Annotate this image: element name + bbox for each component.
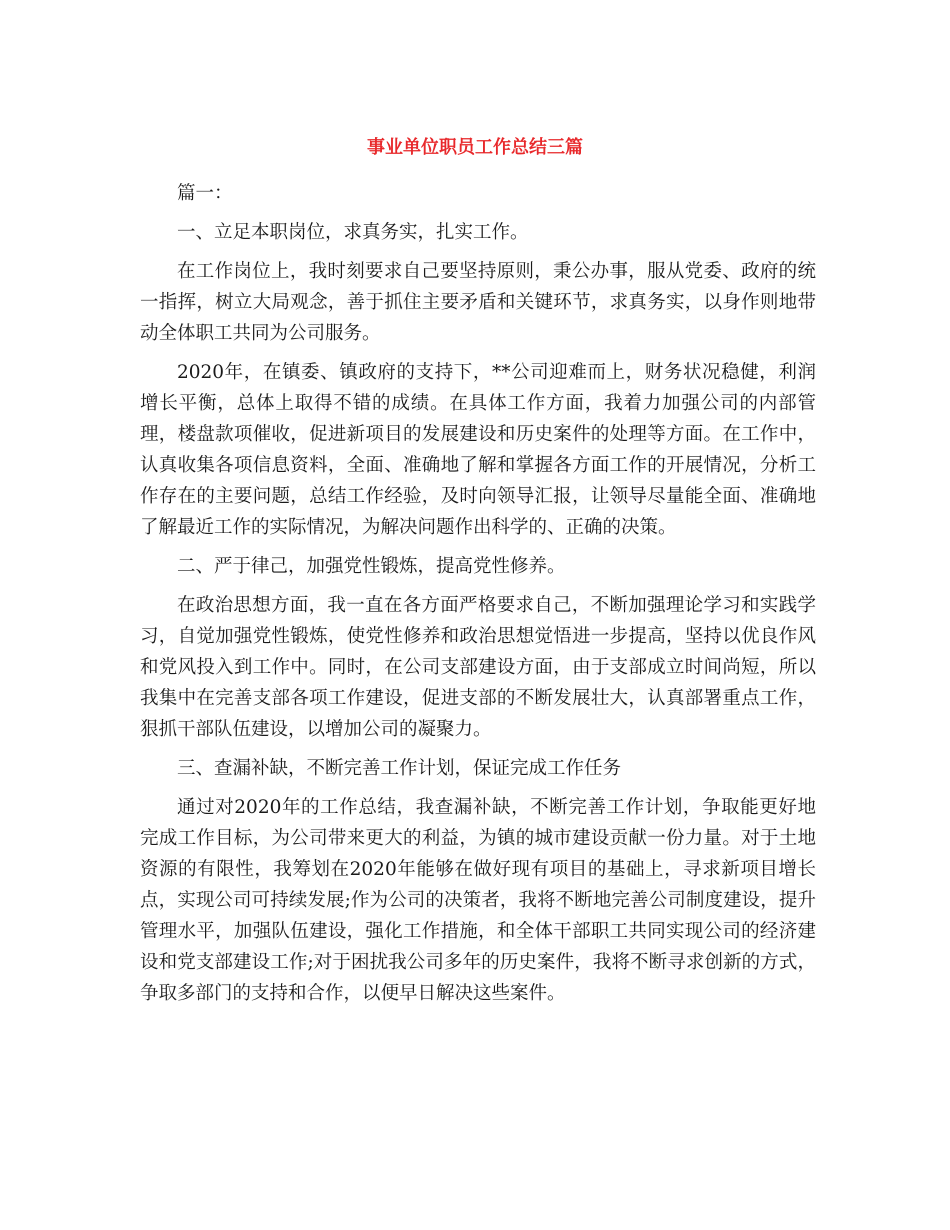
- document-title: 事业单位职员工作总结三篇: [367, 137, 583, 158]
- body-paragraph-3: 在政治思想方面，我一直在各方面严格要求自己，不断加强理论学习和实践学习，自觉加强党性锻炼，使党性修养和政治思想觉悟进一步提高，坚持以优良作风和党风投入到工作中。同时，在公司支部建设方面，由于支部成立时间尚短，所以我集中在完善支部各项工作建设，促进支部的不断发展壮大，认真部署重点工作，狠抓干部队伍建设，以增加公司的凝聚力。: [140, 595, 816, 740]
- body-paragraph-2: 2020年，在镇委、镇政府的支持下，**公司迎难而上，财务状况稳健，利润增长平衡，总体上取得不错的成绩。在具体工作方面，我着力加强公司的内部管理，楼盘款项催收，促进新项目的发展建设和历史案件的处理等方面。在工作中，认真收集各项信息资料，全面、准确地了解和掌握各方面工作的开展情况，分析工作存在的主要问题，总结工作经验，及时向领导汇报，让领导尽量能全面、准确地了解最近工作的实际情况，为解决问题作出科学的、正确的决策。: [140, 362, 816, 538]
- section-heading-1: 一、立足本职岗位，求真务实，扎实工作。: [177, 222, 529, 243]
- body-paragraph-1: 在工作岗位上，我时刻要求自己要坚持原则，秉公办事，服从党委、政府的统一指挥，树立大局观念，善于抓住主要矛盾和关键环节，求真务实，以身作则地带动全体职工共同为公司服务。: [140, 261, 816, 344]
- body-paragraph-4: 通过对2020年的工作总结，我查漏补缺，不断完善工作计划，争取能更好地完成工作目标，为公司带来更大的利益，为镇的城市建设贡献一份力量。对于土地资源的有限性，我筹划在2020年能够在做好现有项目的基础上，寻求新项目增长点，实现公司可持续发展;作为公司的决策者，我将不断地完善公司制度建设，提升管理水平，加强队伍建设，强化工作措施，和全体干部职工共同实现公司的经济建设和党支部建设工作;对于困扰我公司多年的历史案件，我将不断寻求创新的方式，争取多部门的支持和合作，以便早日解决这些案件。: [140, 797, 816, 1004]
- section-label: 篇一：: [177, 183, 233, 204]
- document-body: [140, 178, 816, 1017]
- section-heading-2: 二、严于律己，加强党性锻炼，提高党性修养。: [177, 556, 566, 577]
- section-heading-3: 三、查漏补缺，不断完善工作计划，保证完成工作任务: [177, 758, 622, 779]
